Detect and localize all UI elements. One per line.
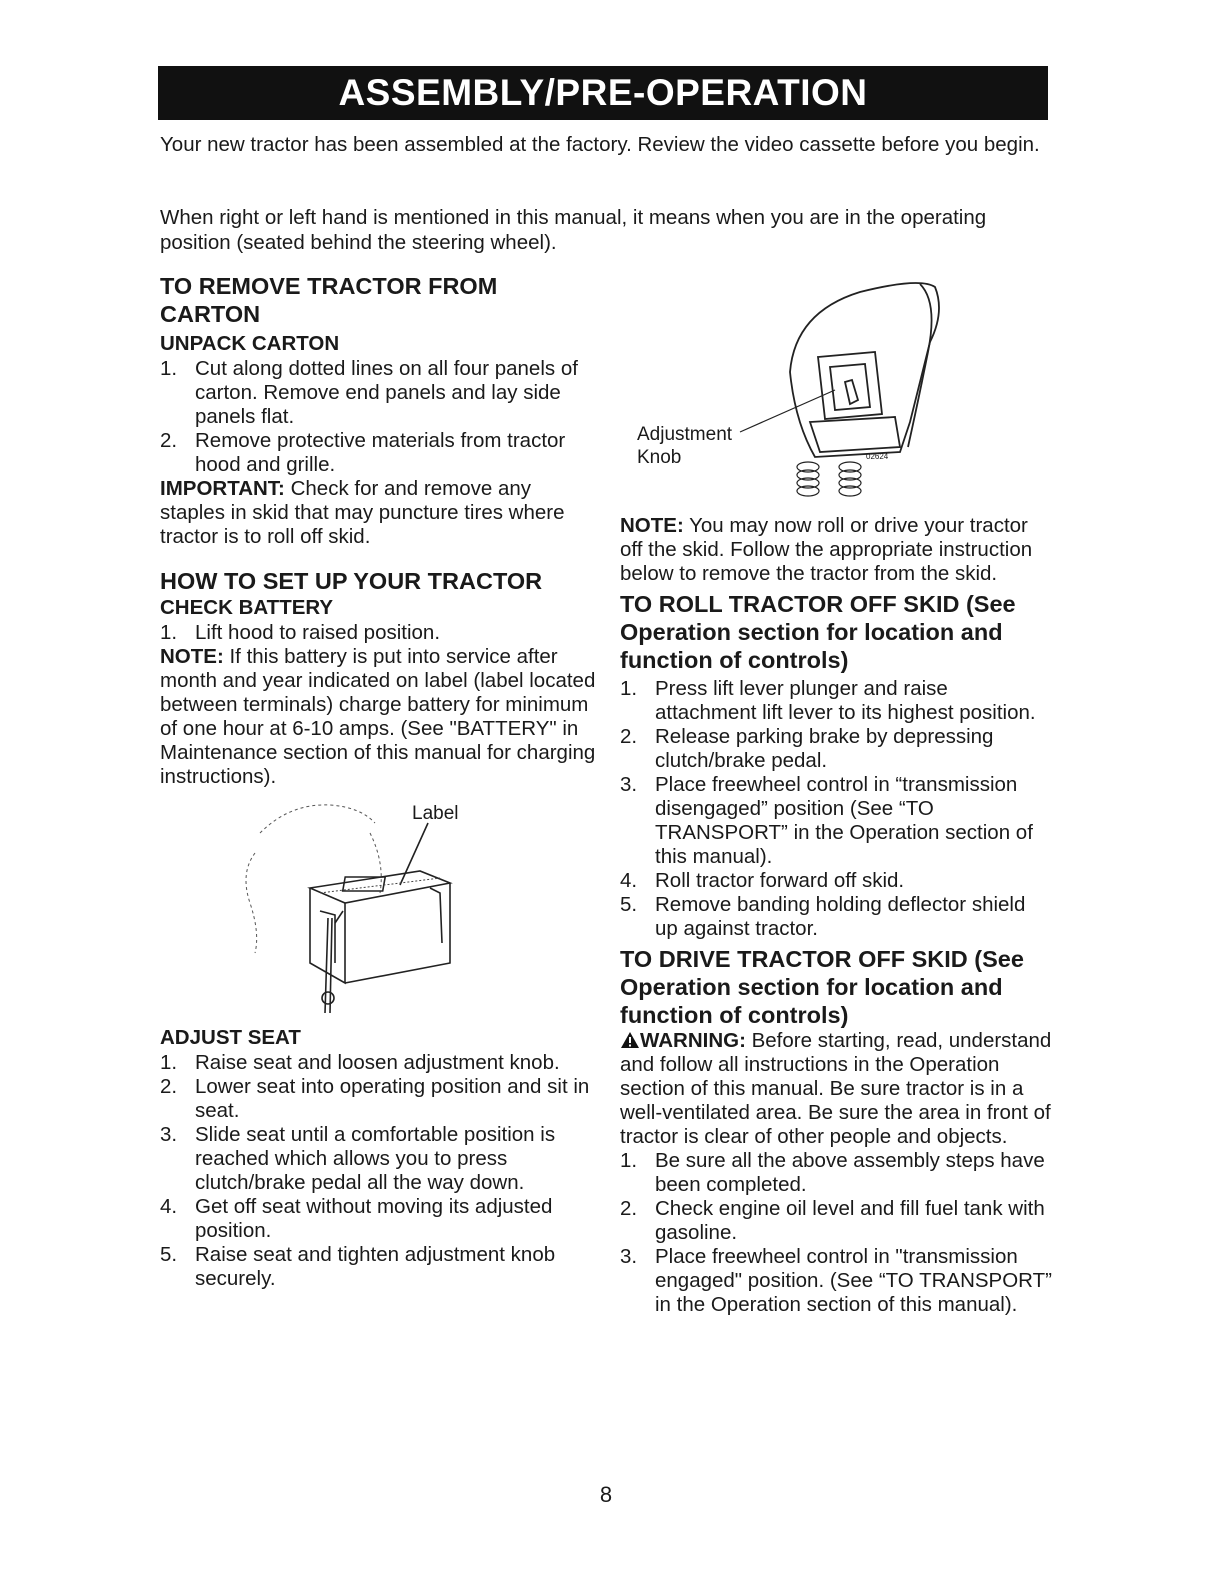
list-item: 2. Lower seat into operating position and sit in seat. (160, 1075, 590, 1122)
seat-illustration (620, 272, 1052, 514)
skid-note: NOTE: You may now roll or drive your tractor off the skid. Follow the appropriate instruction below to remove the tractor from the skid. (620, 514, 1033, 585)
list-item: 3. Slide seat until a comfortable position is reached which allows you to press clutch/brake pedal all the way down. (160, 1123, 556, 1194)
unpack-steps (160, 357, 600, 477)
left-column (160, 272, 600, 1291)
list-item: 1. Be sure all the above assembly steps have been completed. (620, 1149, 1045, 1196)
list-item: 1. Raise seat and loosen adjustment knob. (160, 1051, 560, 1074)
roll-title: TO ROLL TRACTOR OFF SKID (See Operation section for location and function of controls) (620, 591, 1016, 673)
seat-label-line1: Adjustment (637, 424, 733, 445)
list-item: 1. Press lift lever plunger and raise attachment lift lever to its highest position. (620, 677, 1036, 724)
unpack-subtitle: UNPACK CARTON (160, 332, 340, 355)
list-item: 1. Cut along dotted lines on all four panels of carton. Remove end panels and lay side panels flat. (160, 357, 578, 428)
drive-steps (620, 1149, 1052, 1317)
page-number: 8 (599, 1482, 613, 1507)
list-item: 5. Raise seat and tighten adjustment knob securely. (160, 1243, 556, 1290)
list-item: 3. Place freewheel control in “transmission disengaged” position (See “TO TRANSPORT” in the Operation section of this manual). (620, 773, 1033, 868)
right-column (620, 272, 1052, 1317)
intro-paragraph-2: When right or left hand is mentioned in this manual, it means when you are in the operating position (seated behind the steering wheel). (160, 206, 987, 254)
seat-steps (160, 1051, 600, 1291)
battery-subtitle: CHECK BATTERY (160, 596, 334, 619)
list-item: 3. Place freewheel control in "transmission engaged" position. (See “TO TRANSPORT” in the Operation section of this manual). (620, 1245, 1052, 1316)
section-banner: ASSEMBLY/PRE-OPERATION (158, 66, 1048, 120)
drive-title: TO DRIVE TRACTOR OFF SKID (See Operation section for location and function of controls) (620, 946, 1024, 1028)
roll-steps (620, 677, 1052, 941)
intro-paragraph-1: Your new tractor has been assembled at the factory. Review the video cassette before you begin. (160, 133, 1040, 156)
seat-figure (620, 272, 1052, 514)
remove-title: TO REMOVE TRACTOR FROM CARTON (160, 273, 498, 327)
battery-label-callout: Label (412, 803, 459, 824)
seat-title: ADJUST SEAT (160, 1026, 301, 1049)
figure-code: 02624 (866, 452, 889, 461)
warning-paragraph: WARNING: Before starting, read, understand and follow all instructions in the Operation section of this manual. Be sure tractor is in a well-ventilated area. Be sure the area in front of tractor is clear of other people and objects. (620, 1029, 1052, 1148)
battery-steps (160, 621, 600, 645)
important-note: IMPORTANT: Check for and remove any staples in skid that may puncture tires where tractor is to roll off skid. (160, 477, 565, 548)
battery-illustration (160, 793, 600, 1023)
warning-triangle-icon (620, 1031, 640, 1049)
battery-note: NOTE: If this battery is put into service after month and year indicated on label (label located between terminals) charge battery for minimum of one hour at 6-10 amps. (See "BATTERY" in Maintenance section of this manual for charging instructions). (160, 645, 596, 788)
list-item: 2. Remove protective materials from tractor hood and grille. (160, 429, 566, 476)
setup-title: HOW TO SET UP YOUR TRACTOR (160, 568, 543, 594)
seat-label-line2: Knob (637, 447, 682, 468)
list-item: 4. Roll tractor forward off skid. (620, 869, 905, 892)
list-item: 2. Check engine oil level and fill fuel tank with gasoline. (620, 1197, 1045, 1244)
battery-figure (160, 793, 600, 1023)
list-item: 2. Release parking brake by depressing clutch/brake pedal. (620, 725, 994, 772)
list-item: 1. Lift hood to raised position. (160, 621, 441, 644)
list-item: 4. Get off seat without moving its adjusted position. (160, 1195, 553, 1242)
list-item: 5. Remove banding holding deflector shield up against tractor. (620, 893, 1026, 940)
